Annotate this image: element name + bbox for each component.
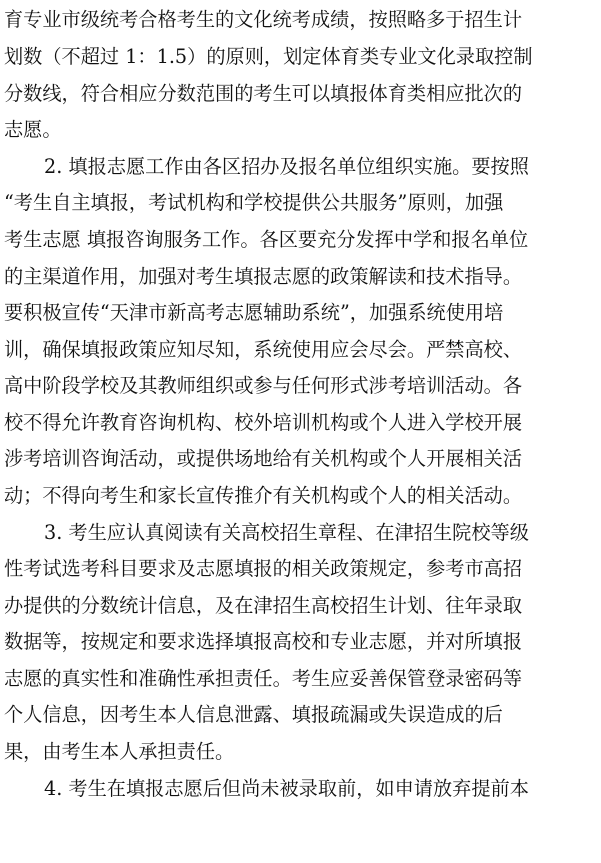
text-line: 个人信息，因考生本人信息泄露、填报疏漏或失误造成的后: [4, 703, 503, 726]
text-line: 性考试选考科目要求及志愿填报的相关政策规定，参考市高招: [4, 557, 523, 580]
text-line: 育专业市级统考合格考生的文化统考成绩，按照略多于招生计: [4, 8, 523, 31]
text-line: 训，确保填报政策应知尽知，系统使用应会尽会。严禁高校、: [4, 338, 523, 361]
text-line: 志愿。: [4, 118, 62, 141]
paragraph-2-start: 2. 填报志愿工作由各区招办及报名单位组织实施。要按照: [44, 155, 529, 178]
text-line: 数据等，按规定和要求选择填报高校和专业志愿，并对所填报: [4, 630, 523, 653]
text-line: 划数（不超过 1：1.5）的原则，划定体育类专业文化录取控制: [4, 45, 533, 68]
text-line: 分数线，符合相应分数范围的考生可以填报体育类相应批次的: [4, 82, 523, 105]
paragraph-3-start: 3. 考生应认真阅读有关高校招生章程、在津招生院校等级: [44, 521, 529, 544]
text-line: 要积极宣传“天津市新高考志愿辅助系统”，加强系统使用培: [4, 301, 504, 324]
paragraph-4-start: 4. 考生在填报志愿后但尚未被录取前，如申请放弃提前本: [44, 777, 529, 800]
text-line: 果，由考生本人承担责任。: [4, 740, 235, 763]
text-line: 办提供的分数统计信息，及在津招生高校招生计划、往年录取: [4, 594, 523, 617]
text-line: 考生志愿 填报咨询服务工作。各区要充分发挥中学和报名单位: [4, 228, 529, 251]
text-line: 高中阶段学校及其教师组织或参与任何形式涉考培训活动。各: [4, 374, 523, 397]
text-line: 涉考培训咨询活动，或提供场地给有关机构或个人开展相关活: [4, 447, 523, 470]
text-line: 校不得允许教育咨询机构、校外培训机构或个人进入学校开展: [4, 411, 523, 434]
text-line: 的主渠道作用，加强对考生填报志愿的政策解读和技术指导。: [4, 265, 523, 288]
text-line: 动；不得向考生和家长宣传推介有关机构或个人的相关活动。: [4, 484, 523, 507]
text-line: 志愿的真实性和准确性承担责任。考生应妥善保管登录密码等: [4, 667, 523, 690]
text-line: “考生自主填报，考试机构和学校提供公共服务”原则，加强: [4, 191, 504, 214]
